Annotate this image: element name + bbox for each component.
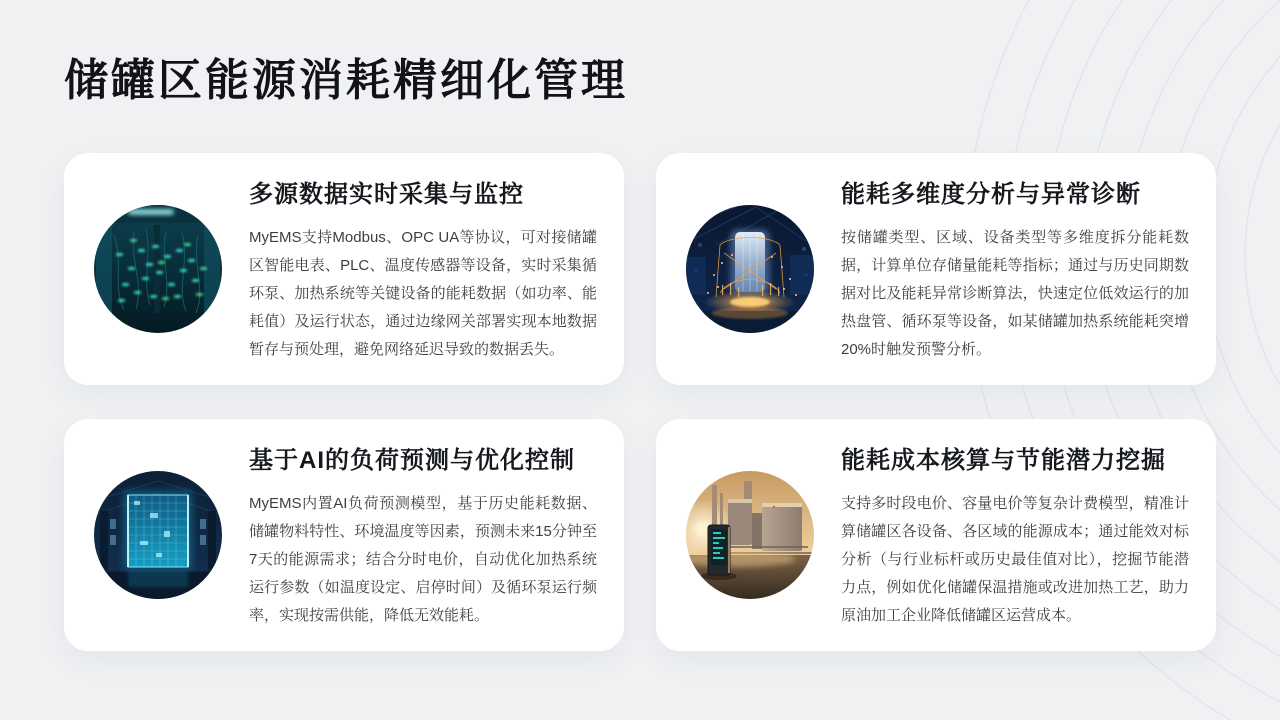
feature-card-data-collection	[64, 153, 624, 385]
card-body: 按储罐类型、区域、设备类型等多维度拆分能耗数据，计算单位存储量能耗等指标；通过与历史同期数据对比及能耗异常诊断算法，快速定位低效运行的加热盘管、循环泵等设备，如某储罐加热系统能耗突增20%时触发预警分析。	[841, 228, 1189, 358]
tank-digital-twin-photo	[686, 205, 814, 333]
card-body: MyEMS支持Modbus、OPC UA等协议，可对接储罐区智能电表、PLC、温度传感器等设备，实时采集循环泵、加热系统等关键设备的能耗数据（如功率、能耗值）及运行状态，通过边缘网关部署实现本地数据暂存与预处理，避免网络延迟导致的数据丢失。	[249, 228, 597, 358]
refinery-sunset-photo	[686, 471, 814, 599]
card-body: 支持多时段电价、容量电价等复杂计费模型，精准计算储罐区各设备、各区域的能源成本；通过能效对标分析（与行业标杆或历史最佳值对比），挖掘节能潜力点，例如优化储罐保温措施或改进加热工艺，助力原油加工企业降低储罐区运营成本。	[841, 494, 1189, 624]
card-title: 多源数据实时采集与监控	[249, 180, 524, 208]
card-text	[841, 174, 1189, 364]
card-grid	[64, 153, 1216, 651]
feature-card-analysis-diagnosis	[656, 153, 1216, 385]
server-room-cables-photo	[94, 205, 222, 333]
warehouse-circuit-panel-photo	[94, 471, 222, 599]
card-title: 能耗多维度分析与异常诊断	[841, 180, 1141, 208]
card-text	[249, 174, 597, 364]
feature-card-ai-forecast	[64, 419, 624, 651]
card-body: MyEMS内置AI负荷预测模型，基于历史能耗数据、储罐物料特性、环境温度等因素，预测未来15分钟至7天的能源需求；结合分时电价，自动优化加热系统运行参数（如温度设定、启停时间）及循环泵运行频率，实现按需供能，降低无效能耗。	[249, 494, 597, 624]
feature-card-cost-saving	[656, 419, 1216, 651]
card-title: 基于AI的负荷预测与优化控制	[249, 446, 575, 474]
card-text	[249, 440, 597, 630]
card-title: 能耗成本核算与节能潜力挖掘	[841, 446, 1166, 474]
card-text	[841, 440, 1189, 630]
page-title: 储罐区能源消耗精细化管理	[64, 56, 628, 105]
